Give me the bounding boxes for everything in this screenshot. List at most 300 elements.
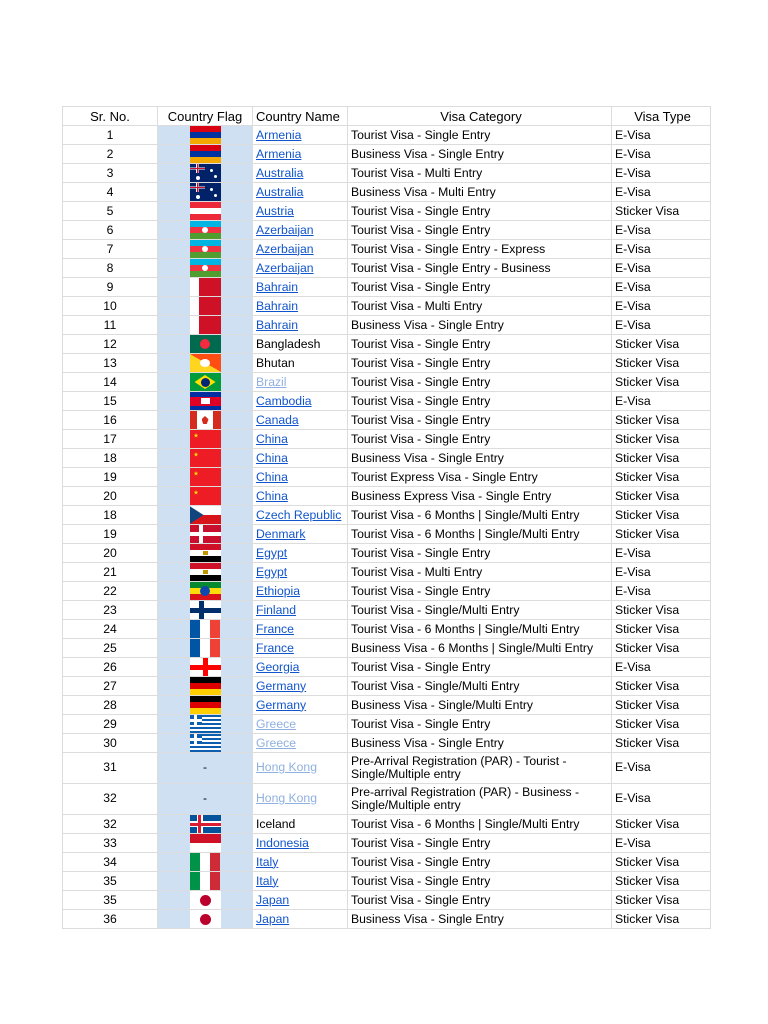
sr-no-cell: 13 bbox=[63, 354, 158, 373]
table-row bbox=[63, 449, 711, 468]
visa-type-cell: Sticker Visa bbox=[612, 525, 711, 544]
country-name-cell bbox=[253, 145, 348, 164]
sr-no-cell: 30 bbox=[63, 734, 158, 753]
country-link[interactable]: Azerbaijan bbox=[256, 241, 314, 256]
country-link[interactable]: Azerbaijan bbox=[256, 222, 314, 237]
country-name-cell: Iceland bbox=[253, 815, 348, 834]
country-link[interactable]: Armenia bbox=[256, 146, 302, 161]
armenia-flag-icon bbox=[190, 126, 221, 144]
visa-type-cell: Sticker Visa bbox=[612, 696, 711, 715]
visa-category-cell: Tourist Visa - Single Entry bbox=[348, 202, 612, 221]
flag-cell bbox=[158, 354, 253, 373]
visa-category-cell: Tourist Visa - Single Entry bbox=[348, 221, 612, 240]
table-row bbox=[63, 891, 711, 910]
visa-type-cell: E-Visa bbox=[612, 834, 711, 853]
visa-category-cell: Business Visa - Single Entry bbox=[348, 910, 612, 929]
flag-cell bbox=[158, 544, 253, 563]
visa-type-cell: E-Visa bbox=[612, 563, 711, 582]
header-visa-category: Visa Category bbox=[348, 107, 612, 126]
no-flag-dash: - bbox=[203, 760, 207, 775]
japan-flag-icon bbox=[190, 891, 221, 909]
sr-no-cell: 12 bbox=[63, 335, 158, 354]
country-name-cell bbox=[253, 183, 348, 202]
sr-no-cell: 20 bbox=[63, 487, 158, 506]
table-row bbox=[63, 784, 711, 815]
sr-no-cell: 9 bbox=[63, 278, 158, 297]
france-flag-icon bbox=[190, 620, 221, 638]
visa-category-cell: Business Visa - Single Entry bbox=[348, 316, 612, 335]
flag-cell bbox=[158, 815, 253, 834]
sr-no-cell: 25 bbox=[63, 639, 158, 658]
country-link[interactable]: Cambodia bbox=[256, 393, 312, 408]
sr-no-cell: 35 bbox=[63, 891, 158, 910]
flag-cell bbox=[158, 259, 253, 278]
visa-category-cell: Tourist Visa - Single Entry bbox=[348, 853, 612, 872]
flag-cell bbox=[158, 734, 253, 753]
table-row bbox=[63, 126, 711, 145]
country-name-cell bbox=[253, 734, 348, 753]
visa-category-cell: Business Visa - 6 Months | Single/Multi Entry bbox=[348, 639, 612, 658]
visa-type-cell: E-Visa bbox=[612, 126, 711, 145]
flag-cell bbox=[158, 853, 253, 872]
visa-category-cell: Tourist Visa - Single/Multi Entry bbox=[348, 677, 612, 696]
country-name-cell bbox=[253, 620, 348, 639]
flag-cell bbox=[158, 164, 253, 183]
country-link[interactable]: Denmark bbox=[256, 526, 306, 541]
visa-type-cell: Sticker Visa bbox=[612, 411, 711, 430]
country-link[interactable]: Ethiopia bbox=[256, 583, 301, 598]
country-name-cell bbox=[253, 601, 348, 620]
header-country-name: Country Name bbox=[253, 107, 348, 126]
country-link[interactable]: Bahrain bbox=[256, 317, 299, 332]
ethiopia-flag-icon bbox=[190, 582, 221, 600]
header-visa-type: Visa Type bbox=[612, 107, 711, 126]
table-row bbox=[63, 563, 711, 582]
table-row bbox=[63, 183, 711, 202]
china-flag-icon bbox=[190, 468, 221, 486]
flag-cell bbox=[158, 240, 253, 259]
sr-no-cell: 26 bbox=[63, 658, 158, 677]
country-link[interactable]: Czech Republic bbox=[256, 507, 342, 522]
visa-category-cell: Tourist Visa - Single Entry bbox=[348, 582, 612, 601]
sr-no-cell: 18 bbox=[63, 506, 158, 525]
flag-cell bbox=[158, 202, 253, 221]
visa-category-cell: Tourist Visa - Single Entry bbox=[348, 658, 612, 677]
visa-type-cell: E-Visa bbox=[612, 183, 711, 202]
flag-cell bbox=[158, 834, 253, 853]
country-link[interactable]: Italy bbox=[256, 854, 279, 869]
visa-type-cell: E-Visa bbox=[612, 582, 711, 601]
sr-no-cell: 4 bbox=[63, 183, 158, 202]
table-row bbox=[63, 620, 711, 639]
country-link[interactable]: Italy bbox=[256, 873, 279, 888]
china-flag-icon bbox=[190, 487, 221, 505]
country-name-cell bbox=[253, 525, 348, 544]
country-name-cell bbox=[253, 392, 348, 411]
visa-type-cell: Sticker Visa bbox=[612, 202, 711, 221]
sr-no-cell: 7 bbox=[63, 240, 158, 259]
sr-no-cell: 18 bbox=[63, 449, 158, 468]
country-link[interactable]: Azerbaijan bbox=[256, 260, 314, 275]
country-name-cell bbox=[253, 834, 348, 853]
visa-category-cell: Tourist Visa - Single Entry bbox=[348, 715, 612, 734]
visa-category-cell: Tourist Visa - Single Entry bbox=[348, 335, 612, 354]
cambodia-flag-icon bbox=[190, 392, 221, 410]
visa-type-cell: Sticker Visa bbox=[612, 872, 711, 891]
table-row bbox=[63, 658, 711, 677]
country-name-cell bbox=[253, 753, 348, 784]
sr-no-cell: 3 bbox=[63, 164, 158, 183]
country-name-cell bbox=[253, 487, 348, 506]
visa-type-cell: Sticker Visa bbox=[612, 891, 711, 910]
country-name-cell bbox=[253, 658, 348, 677]
visa-type-cell: Sticker Visa bbox=[612, 639, 711, 658]
no-flag-dash: - bbox=[203, 791, 207, 806]
flag-cell bbox=[158, 335, 253, 354]
country-link[interactable]: France bbox=[256, 640, 294, 655]
table-row bbox=[63, 734, 711, 753]
country-link[interactable]: Greece bbox=[256, 716, 296, 731]
australia-flag-icon bbox=[190, 164, 221, 182]
country-link[interactable]: Australia bbox=[256, 165, 304, 180]
country-link[interactable]: Georgia bbox=[256, 659, 300, 674]
flag-cell bbox=[158, 891, 253, 910]
visa-category-cell: Tourist Visa - Multi Entry bbox=[348, 164, 612, 183]
flag-cell bbox=[158, 506, 253, 525]
visa-category-cell: Tourist Visa - Single Entry bbox=[348, 411, 612, 430]
sr-no-cell: 29 bbox=[63, 715, 158, 734]
country-name-cell bbox=[253, 563, 348, 582]
country-name-cell bbox=[253, 430, 348, 449]
visa-category-cell: Tourist Visa - Single/Multi Entry bbox=[348, 601, 612, 620]
table-row bbox=[63, 639, 711, 658]
flag-cell bbox=[158, 126, 253, 145]
flag-cell bbox=[158, 677, 253, 696]
visa-type-cell: Sticker Visa bbox=[612, 853, 711, 872]
visa-type-cell: E-Visa bbox=[612, 544, 711, 563]
sr-no-cell: 23 bbox=[63, 601, 158, 620]
country-link[interactable]: Armenia bbox=[256, 127, 302, 142]
greece-flag-icon bbox=[190, 734, 221, 752]
sr-no-cell: 28 bbox=[63, 696, 158, 715]
china-flag-icon bbox=[190, 430, 221, 448]
armenia-flag-icon bbox=[190, 145, 221, 163]
visa-category-cell: Tourist Visa - 6 Months | Single/Multi Entry bbox=[348, 815, 612, 834]
country-name-cell bbox=[253, 411, 348, 430]
country-link[interactable]: Germany bbox=[256, 697, 307, 712]
visa-category-cell: Tourist Express Visa - Single Entry bbox=[348, 468, 612, 487]
flag-cell bbox=[158, 872, 253, 891]
visa-table bbox=[62, 106, 711, 929]
country-link[interactable]: Canada bbox=[256, 412, 299, 427]
country-link[interactable]: China bbox=[256, 431, 288, 446]
visa-type-cell: E-Visa bbox=[612, 753, 711, 784]
italy-flag-icon bbox=[190, 872, 221, 890]
country-name-cell bbox=[253, 449, 348, 468]
flag-cell bbox=[158, 145, 253, 164]
sr-no-cell: 17 bbox=[63, 430, 158, 449]
table-row bbox=[63, 240, 711, 259]
country-name-cell bbox=[253, 677, 348, 696]
visa-category-cell: Business Visa - Single/Multi Entry bbox=[348, 696, 612, 715]
sr-no-cell: 32 bbox=[63, 815, 158, 834]
flag-cell bbox=[158, 449, 253, 468]
visa-type-cell: Sticker Visa bbox=[612, 601, 711, 620]
austria-flag-icon bbox=[190, 202, 221, 220]
flag-cell bbox=[158, 392, 253, 411]
flag-cell bbox=[158, 183, 253, 202]
country-link[interactable]: Egypt bbox=[256, 545, 288, 560]
sr-no-cell: 36 bbox=[63, 910, 158, 929]
bahrain-flag-icon bbox=[190, 278, 221, 296]
sr-no-cell: 34 bbox=[63, 853, 158, 872]
sr-no-cell: 11 bbox=[63, 316, 158, 335]
country-name-cell bbox=[253, 696, 348, 715]
flag-cell bbox=[158, 784, 253, 815]
visa-type-cell: E-Visa bbox=[612, 145, 711, 164]
table-row bbox=[63, 677, 711, 696]
indonesia-flag-icon bbox=[190, 834, 221, 852]
sr-no-cell: 14 bbox=[63, 373, 158, 392]
flag-cell bbox=[158, 411, 253, 430]
country-link[interactable]: Brazil bbox=[256, 374, 287, 389]
country-name-cell bbox=[253, 784, 348, 815]
table-row bbox=[63, 297, 711, 316]
flag-cell bbox=[158, 316, 253, 335]
visa-category-cell: Business Visa - Multi Entry bbox=[348, 183, 612, 202]
sr-no-cell: 1 bbox=[63, 126, 158, 145]
country-name-cell bbox=[253, 853, 348, 872]
country-link[interactable]: Hong Kong bbox=[256, 791, 317, 806]
flag-cell bbox=[158, 582, 253, 601]
country-link[interactable]: Australia bbox=[256, 184, 304, 199]
flag-cell bbox=[158, 221, 253, 240]
country-name-cell bbox=[253, 872, 348, 891]
country-name-cell bbox=[253, 126, 348, 145]
visa-type-cell: Sticker Visa bbox=[612, 487, 711, 506]
country-name-cell bbox=[253, 506, 348, 525]
flag-cell bbox=[158, 658, 253, 677]
visa-type-cell: Sticker Visa bbox=[612, 815, 711, 834]
visa-type-cell: E-Visa bbox=[612, 316, 711, 335]
visa-category-cell: Business Visa - Single Entry bbox=[348, 734, 612, 753]
visa-type-cell: Sticker Visa bbox=[612, 715, 711, 734]
visa-category-cell: Tourist Visa - Single Entry bbox=[348, 392, 612, 411]
visa-type-cell: Sticker Visa bbox=[612, 910, 711, 929]
bahrain-flag-icon bbox=[190, 316, 221, 334]
country-link[interactable]: China bbox=[256, 450, 288, 465]
country-link[interactable]: Bahrain bbox=[256, 279, 299, 294]
country-link[interactable]: Bahrain bbox=[256, 298, 299, 313]
table-row bbox=[63, 544, 711, 563]
visa-type-cell: E-Visa bbox=[612, 658, 711, 677]
country-link[interactable]: Indonesia bbox=[256, 835, 309, 850]
visa-category-cell: Tourist Visa - Single Entry - Business bbox=[348, 259, 612, 278]
flag-cell bbox=[158, 278, 253, 297]
table-row bbox=[63, 430, 711, 449]
country-name-cell bbox=[253, 259, 348, 278]
country-link[interactable]: Hong Kong bbox=[256, 760, 317, 775]
table-row bbox=[63, 834, 711, 853]
visa-type-cell: Sticker Visa bbox=[612, 430, 711, 449]
country-link[interactable]: Germany bbox=[256, 678, 307, 693]
table-row bbox=[63, 202, 711, 221]
table-row bbox=[63, 910, 711, 929]
visa-type-cell: E-Visa bbox=[612, 297, 711, 316]
visa-type-cell: Sticker Visa bbox=[612, 373, 711, 392]
table-row bbox=[63, 753, 711, 784]
table-row bbox=[63, 259, 711, 278]
sr-no-cell: 27 bbox=[63, 677, 158, 696]
visa-category-cell: Tourist Visa - Single Entry - Express bbox=[348, 240, 612, 259]
table-row bbox=[63, 853, 711, 872]
canada-flag-icon bbox=[190, 411, 221, 429]
sr-no-cell: 19 bbox=[63, 468, 158, 487]
azerbaijan-flag-icon bbox=[190, 259, 221, 277]
visa-type-cell: E-Visa bbox=[612, 259, 711, 278]
germany-flag-icon bbox=[190, 677, 221, 695]
visa-category-cell: Tourist Visa - Single Entry bbox=[348, 544, 612, 563]
country-name-cell bbox=[253, 221, 348, 240]
flag-cell bbox=[158, 639, 253, 658]
country-name-cell bbox=[253, 715, 348, 734]
country-link[interactable]: Finland bbox=[256, 602, 296, 617]
visa-type-cell: Sticker Visa bbox=[612, 734, 711, 753]
header-country-flag: Country Flag bbox=[158, 107, 253, 126]
china-flag-icon bbox=[190, 449, 221, 467]
table-row bbox=[63, 506, 711, 525]
visa-category-cell: Business Express Visa - Single Entry bbox=[348, 487, 612, 506]
country-name-cell bbox=[253, 910, 348, 929]
visa-type-cell: E-Visa bbox=[612, 784, 711, 815]
flag-cell bbox=[158, 910, 253, 929]
country-link[interactable]: Egypt bbox=[256, 564, 288, 579]
brazil-flag-icon bbox=[190, 373, 221, 391]
country-name-cell bbox=[253, 240, 348, 259]
greece-flag-icon bbox=[190, 715, 221, 733]
france-flag-icon bbox=[190, 639, 221, 657]
sr-no-cell: 10 bbox=[63, 297, 158, 316]
sr-no-cell: 35 bbox=[63, 872, 158, 891]
visa-type-cell: Sticker Visa bbox=[612, 468, 711, 487]
visa-category-cell: Tourist Visa - Multi Entry bbox=[348, 563, 612, 582]
flag-cell bbox=[158, 715, 253, 734]
visa-category-cell: Business Visa - Single Entry bbox=[348, 145, 612, 164]
flag-cell bbox=[158, 620, 253, 639]
country-link[interactable]: France bbox=[256, 621, 294, 636]
country-link[interactable]: China bbox=[256, 488, 288, 503]
visa-type-cell: Sticker Visa bbox=[612, 335, 711, 354]
visa-category-cell: Pre-Arrival Registration (PAR) - Tourist - Single/Multiple entry bbox=[348, 753, 612, 784]
flag-cell bbox=[158, 373, 253, 392]
country-link[interactable]: Greece bbox=[256, 735, 296, 750]
table-row bbox=[63, 335, 711, 354]
sr-no-cell: 6 bbox=[63, 221, 158, 240]
visa-category-cell: Tourist Visa - Single Entry bbox=[348, 891, 612, 910]
visa-type-cell: Sticker Visa bbox=[612, 354, 711, 373]
visa-category-cell: Tourist Visa - 6 Months | Single/Multi Entry bbox=[348, 620, 612, 639]
country-link[interactable]: China bbox=[256, 469, 288, 484]
country-name-cell bbox=[253, 582, 348, 601]
australia-flag-icon bbox=[190, 183, 221, 201]
bhutan-flag-icon bbox=[190, 354, 221, 372]
visa-type-cell: E-Visa bbox=[612, 278, 711, 297]
sr-no-cell: 20 bbox=[63, 544, 158, 563]
table-row bbox=[63, 278, 711, 297]
flag-cell bbox=[158, 601, 253, 620]
header-row bbox=[63, 107, 711, 126]
flag-cell bbox=[158, 525, 253, 544]
sr-no-cell: 16 bbox=[63, 411, 158, 430]
flag-cell bbox=[158, 753, 253, 784]
country-name-cell bbox=[253, 373, 348, 392]
visa-category-cell: Pre-arrival Registration (PAR) - Business - Single/Multiple entry bbox=[348, 784, 612, 815]
flag-cell bbox=[158, 696, 253, 715]
country-link[interactable]: Austria bbox=[256, 203, 294, 218]
bahrain-flag-icon bbox=[190, 297, 221, 315]
iceland-flag-icon bbox=[190, 815, 221, 833]
sr-no-cell: 8 bbox=[63, 259, 158, 278]
visa-type-cell: E-Visa bbox=[612, 392, 711, 411]
table-row bbox=[63, 354, 711, 373]
table-row bbox=[63, 872, 711, 891]
visa-type-cell: E-Visa bbox=[612, 221, 711, 240]
sr-no-cell: 22 bbox=[63, 582, 158, 601]
table-row bbox=[63, 601, 711, 620]
visa-type-cell: E-Visa bbox=[612, 164, 711, 183]
country-name-cell bbox=[253, 164, 348, 183]
table-row bbox=[63, 815, 711, 834]
country-name-cell: Bhutan bbox=[253, 354, 348, 373]
denmark-flag-icon bbox=[190, 525, 221, 543]
flag-cell bbox=[158, 430, 253, 449]
sr-no-cell: 24 bbox=[63, 620, 158, 639]
flag-cell bbox=[158, 563, 253, 582]
sr-no-cell: 19 bbox=[63, 525, 158, 544]
country-link[interactable]: Japan bbox=[256, 911, 290, 926]
visa-category-cell: Tourist Visa - 6 Months | Single/Multi Entry bbox=[348, 525, 612, 544]
flag-cell bbox=[158, 468, 253, 487]
sr-no-cell: 15 bbox=[63, 392, 158, 411]
table-row bbox=[63, 411, 711, 430]
georgia-flag-icon bbox=[190, 658, 221, 676]
visa-category-cell: Tourist Visa - 6 Months | Single/Multi Entry bbox=[348, 506, 612, 525]
table-row bbox=[63, 164, 711, 183]
country-name-cell: Bangladesh bbox=[253, 335, 348, 354]
table-row bbox=[63, 487, 711, 506]
germany-flag-icon bbox=[190, 696, 221, 714]
flag-cell bbox=[158, 487, 253, 506]
visa-category-cell: Tourist Visa - Multi Entry bbox=[348, 297, 612, 316]
table-row bbox=[63, 525, 711, 544]
country-name-cell bbox=[253, 297, 348, 316]
visa-type-cell: E-Visa bbox=[612, 240, 711, 259]
visa-type-cell: Sticker Visa bbox=[612, 449, 711, 468]
sr-no-cell: 31 bbox=[63, 753, 158, 784]
visa-category-cell: Tourist Visa - Single Entry bbox=[348, 430, 612, 449]
visa-category-cell: Tourist Visa - Single Entry bbox=[348, 872, 612, 891]
visa-category-cell: Tourist Visa - Single Entry bbox=[348, 278, 612, 297]
table-row bbox=[63, 715, 711, 734]
header-sr-no: Sr. No. bbox=[63, 107, 158, 126]
table-row bbox=[63, 582, 711, 601]
japan-flag-icon bbox=[190, 910, 221, 928]
country-link[interactable]: Japan bbox=[256, 892, 290, 907]
azerbaijan-flag-icon bbox=[190, 221, 221, 239]
czech-flag-icon bbox=[190, 506, 221, 524]
italy-flag-icon bbox=[190, 853, 221, 871]
egypt-flag-icon bbox=[190, 544, 221, 562]
